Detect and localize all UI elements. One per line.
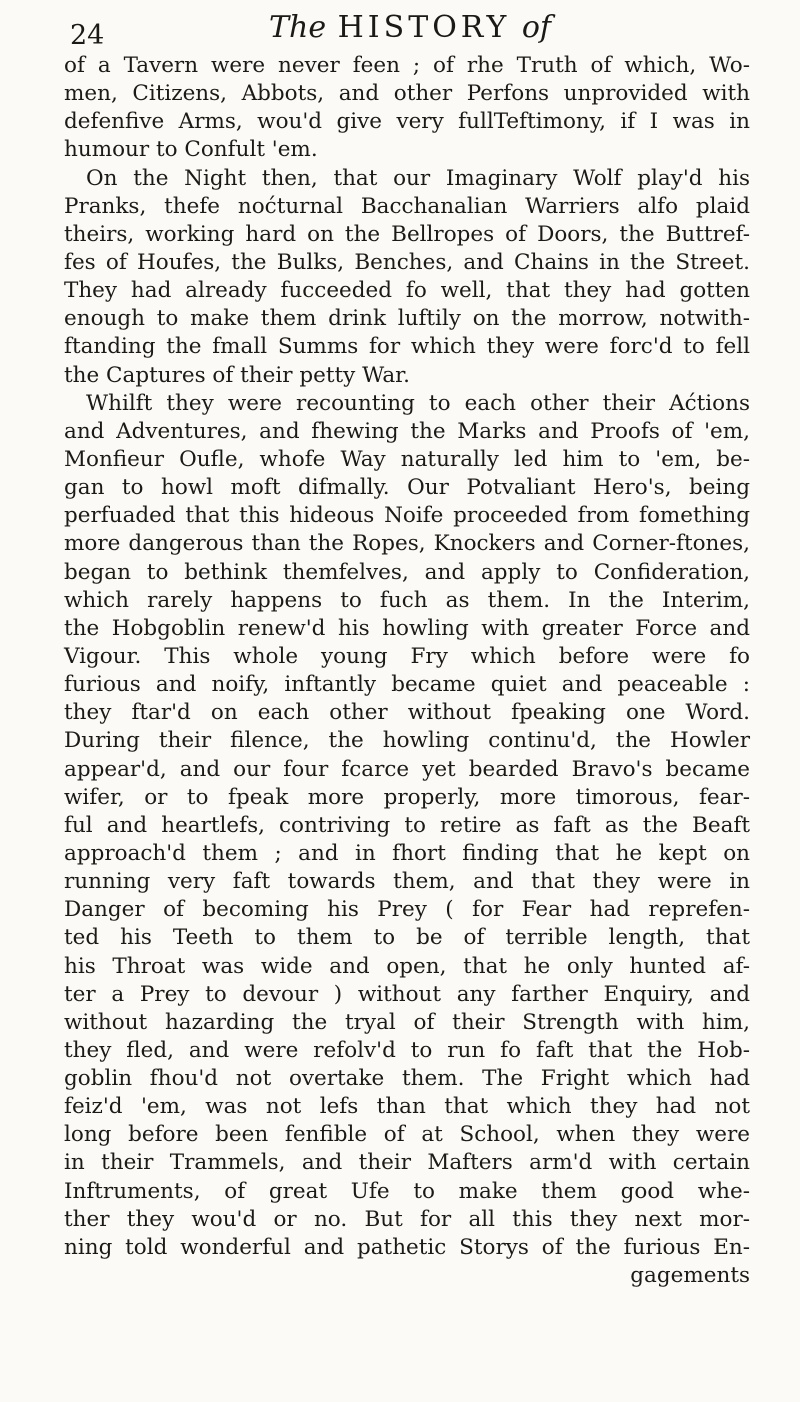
text-line: in their Trammels, and their Mafters arm'd with certain (64, 1150, 750, 1176)
text-line: They had already fucceeded fo well, that they had gotten (64, 278, 750, 304)
text-line: ter a Prey to devour ) without any farther Enquiry, and (64, 981, 750, 1007)
text-line: they fled, and were refolv'd to run fo faft that the Hob- (64, 1037, 750, 1063)
text-line: appear'd, and our four fcarce yet bearded Bravo's became (64, 756, 750, 782)
text-line: defenfive Arms, wou'd give very fullTeftimony, if I was in (64, 109, 750, 135)
text-line: running very faft towards them, and that they were in (64, 869, 750, 895)
text-line: ftanding the fmall Summs for which they were forc'd to fell (64, 334, 750, 360)
text-line: Whilft they were recounting to each other their Aćtions (86, 390, 750, 416)
text-line: feiz'd 'em, was not lefs than that which they had not (64, 1094, 750, 1120)
body-text (64, 52, 750, 1290)
text-line: and Adventures, and fhewing the Marks and Proofs of 'em, (64, 418, 750, 444)
catchword: gagements (630, 1263, 750, 1289)
text-line: without hazarding the tryal of their Strength with him, (64, 1009, 750, 1035)
text-line: ning told wonderful and pathetic Storys of the furious En- (64, 1234, 750, 1260)
text-line: Pranks, thefe noćturnal Bacchanalian Warriers alfo plaid (64, 193, 750, 219)
running-title-of: of (521, 10, 551, 45)
running-title (70, 10, 750, 45)
text-line: of a Tavern were never feen ; of rhe Truth of which, Wo- (64, 53, 750, 78)
text-line: more dangerous than the Ropes, Knockers and Corner-ftones, (64, 531, 750, 557)
text-line: which rarely happens to fuch as them. In the Interim, (64, 587, 750, 613)
text-line: began to bethink themfelves, and apply to Confideration, (64, 559, 750, 585)
text-line: they ftar'd on each other without fpeaking one Word. (64, 700, 750, 726)
text-line: Danger of becoming his Prey ( for Fear had reprefen- (64, 897, 750, 923)
text-line: ted his Teeth to them to be of terrible length, that (64, 925, 750, 951)
text-line: the Captures of their petty War. (64, 362, 410, 388)
text-line: ther they wou'd or no. But for all this they next mor- (64, 1206, 750, 1232)
text-line: enough to make them drink luftily on the morrow, notwith- (64, 306, 750, 332)
text-line: theirs, working hard on the Bellropes of Doors, the Buttref- (64, 221, 750, 247)
text-line: Vigour. This whole young Fry which before were fo (64, 643, 750, 669)
text-line: fes of Houfes, the Bulks, Benches, and Chains in the Street. (64, 249, 750, 275)
text-line: the Hobgoblin renew'd his howling with greater Force and (64, 615, 750, 641)
text-line: approach'd them ; and in fhort finding that he kept on (64, 840, 750, 866)
text-line: furious and noify, inftantly became quiet and peaceable : (64, 672, 750, 698)
text-line: humour to Confult 'em. (64, 137, 318, 163)
text-line: long before been fenfible of at School, when they were (64, 1122, 750, 1148)
running-title-the: The (269, 10, 327, 45)
text-line: On the Night then, that our Imaginary Wolf play'd his (86, 165, 750, 191)
running-title-history: HISTORY (337, 10, 511, 45)
text-line: men, Citizens, Abbots, and other Perfons unprovided with (64, 81, 750, 107)
text-line: During their filence, the howling continu'd, the Howler (64, 728, 750, 754)
page-number: 24 (70, 20, 105, 51)
text-line: perfuaded that this hideous Noife proceeded from fomething (64, 503, 750, 529)
text-line: wifer, or to fpeak more properly, more timorous, fear- (64, 784, 750, 810)
text-line: gan to howl moft difmally. Our Potvaliant Hero's, being (64, 475, 750, 501)
text-line: his Throat was wide and open, that he only hunted af- (64, 953, 750, 979)
text-line: goblin fhou'd not overtake them. The Fright which had (64, 1066, 750, 1092)
text-line: ful and heartlefs, contriving to retire as faft as the Beaft (64, 812, 750, 838)
running-header (70, 4, 750, 54)
text-line: Inftruments, of great Ufe to make them good whe- (64, 1178, 750, 1204)
text-line: Monfieur Oufle, whofe Way naturally led him to 'em, be- (64, 446, 750, 472)
